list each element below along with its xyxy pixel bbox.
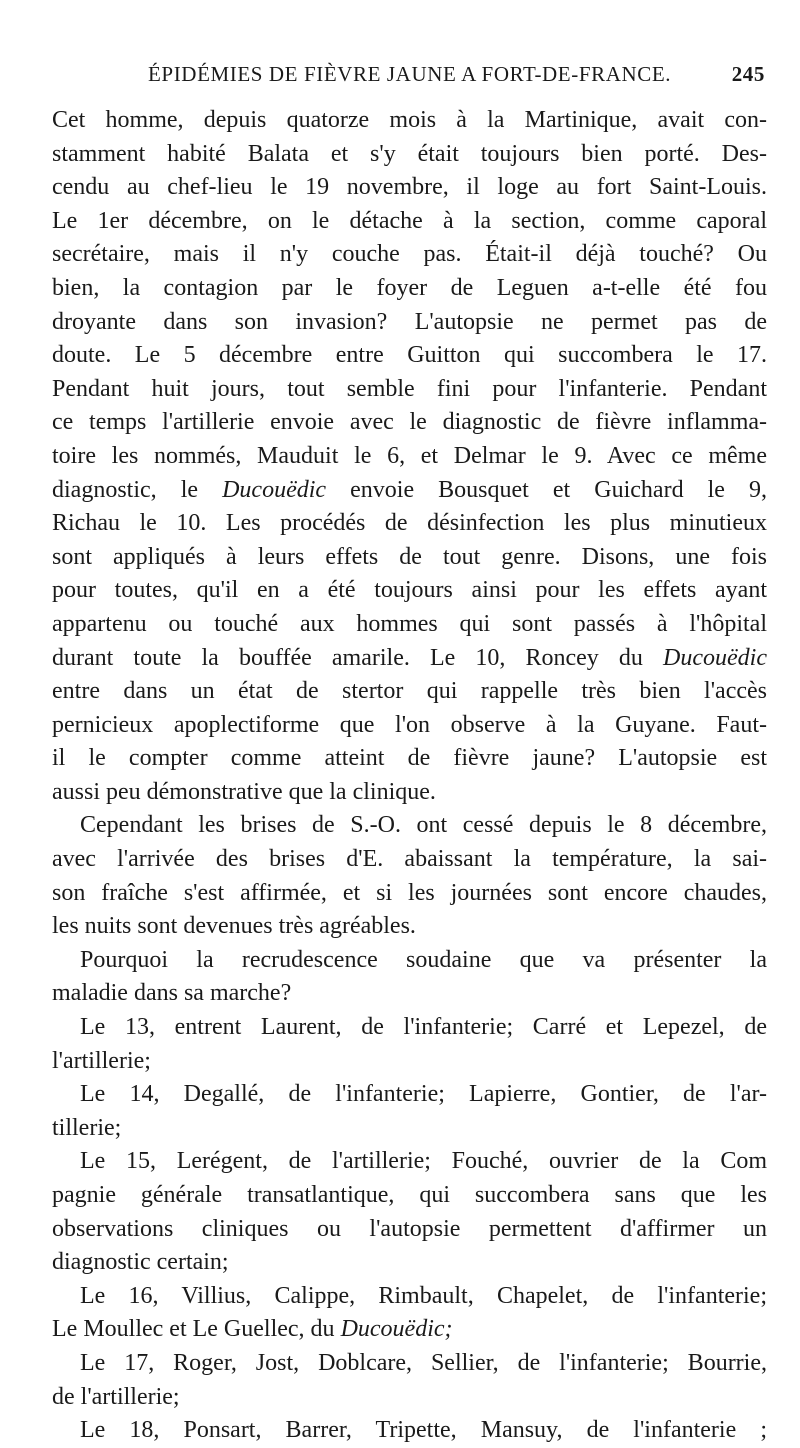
text-line: [52, 440, 767, 474]
line-text: aussi peu démonstrative que la clinique.: [52, 778, 436, 805]
text-line: [52, 205, 767, 239]
line-text: Cet homme, depuis quatorze mois à la Martinique, avait con-: [52, 107, 767, 133]
text-line: [52, 1246, 767, 1280]
text-line: [52, 104, 767, 138]
line-text: sont appliqués à leurs effets de tout genre. Disons, une fois: [52, 543, 767, 570]
text-line: [52, 877, 767, 911]
text-line: [52, 474, 767, 508]
page-number: 245: [731, 62, 765, 86]
line-text: droyante dans son invasion? L'autopsie ne permet pas de: [52, 308, 767, 335]
running-title: ÉPIDÉMIES DE FIÈVRE JAUNE A FORT-DE-FRANCE.: [148, 62, 672, 86]
line-text: Richau le 10. Les procédés de désinfection les plus minutieux: [52, 510, 767, 537]
ship-name-italic: Ducouëdic: [663, 644, 767, 671]
line-text: observations cliniques ou l'autopsie permettent d'affirmer un: [52, 1215, 767, 1242]
line-text: Le 16, Villius, Calippe, Rimbault, Chapelet, de l'infanterie;: [80, 1282, 767, 1309]
text-line: [52, 1280, 767, 1314]
ship-name-italic: Ducouëdic: [222, 476, 327, 503]
line-text: Pourquoi la recrudescence soudaine que va présenter la: [80, 946, 767, 973]
line-text: son fraîche s'est affirmée, et si les journées sont encore chaudes,: [52, 879, 767, 906]
line-text: pagnie générale transatlantique, qui succombera sans que les: [52, 1182, 767, 1208]
text-line: [52, 977, 767, 1011]
line-text: Le 14, Degallé, de l'infanterie; Lapierre, Gontier, de l'ar-: [80, 1081, 767, 1108]
line-text: entre dans un état de stertor qui rappelle très bien l'accès: [52, 678, 767, 705]
text-line: [52, 675, 767, 709]
text-line: [52, 1145, 767, 1179]
line-text: doute. Le 5 décembre entre Guitton qui succombera le 17.: [52, 342, 767, 369]
line-text: Le 15, Lerégent, de l'artillerie; Fouché, ouvrier de la Com: [80, 1148, 767, 1175]
text-line: [52, 1011, 767, 1045]
text-line: [52, 574, 767, 608]
line-text: maladie dans sa marche?: [52, 980, 292, 1007]
text-line: [52, 843, 767, 877]
line-text: pernicieux apoplectiforme que l'on observe à la Guyane. Faut-: [52, 711, 767, 738]
text-line: [52, 642, 767, 676]
line-text: Pendant huit jours, tout semble fini pour l'infanterie. Pendant: [52, 375, 767, 402]
text-line: [52, 1213, 767, 1247]
line-text-before: diagnostic, le: [52, 476, 223, 503]
text-line: [52, 541, 767, 575]
line-text: les nuits sont devenues très agréables.: [52, 913, 416, 940]
line-text: avec l'arrivée des brises d'E. abaissant la température, la sai-: [52, 846, 767, 873]
line-text: de l'artillerie;: [52, 1383, 180, 1410]
text-line: [52, 507, 767, 541]
text-line: [52, 1313, 767, 1347]
text-line: [52, 171, 767, 205]
text-line: [52, 742, 767, 776]
text-line: [52, 776, 767, 810]
line-text: secrétaire, mais il n'y couche pas. Était-il déjà touché? Ou: [52, 241, 767, 268]
line-text: Le 1er décembre, on le détache à la section, comme caporal: [52, 207, 767, 234]
text-line: [52, 944, 767, 978]
text-line: [52, 1045, 767, 1079]
text-line: [52, 1414, 767, 1448]
text-line: [52, 809, 767, 843]
line-text-before: Le Moullec et Le Guellec, du: [52, 1316, 341, 1343]
line-text: tillerie;: [52, 1114, 122, 1141]
line-text: il le compter comme atteint de fièvre jaune? L'autopsie est: [52, 745, 767, 772]
line-text-before: durant toute la bouffée amarile. Le 10, Roncey du: [52, 644, 664, 671]
text-line: [52, 138, 767, 172]
line-text: Le 17, Roger, Jost, Doblcare, Sellier, de l'infanterie; Bourrie,: [80, 1349, 767, 1376]
line-text: toire les nommés, Mauduit le 6, et Delmar le 9. Avec ce même: [52, 442, 767, 469]
text-line: [52, 1112, 767, 1146]
line-text: l'artillerie;: [52, 1047, 151, 1074]
line-text: cendu au chef-lieu le 19 novembre, il loge au fort Saint-Louis.: [52, 174, 767, 201]
text-line: [52, 1179, 767, 1213]
text-line: [52, 1347, 767, 1381]
text-line: [52, 910, 767, 944]
text-line: [52, 238, 767, 272]
text-line: [52, 272, 767, 306]
line-text: Le 13, entrent Laurent, de l'infanterie; Carré et Lepezel, de: [80, 1014, 767, 1041]
line-text: pour toutes, qu'il en a été toujours ainsi pour les effets ayant: [52, 577, 767, 604]
line-text: appartenu ou touché aux hommes qui sont passés à l'hôpital: [52, 610, 767, 637]
body-text: [52, 104, 767, 1448]
text-line: [52, 306, 767, 340]
text-line: [52, 1381, 767, 1415]
line-text: bien, la contagion par le foyer de Leguen a-t-elle été fou: [52, 274, 767, 301]
text-line: [52, 608, 767, 642]
line-text-after: envoie Bousquet et Guichard le 9,: [326, 476, 768, 503]
line-text: ce temps l'artillerie envoie avec le diagnostic de fièvre inflamma-: [52, 409, 767, 436]
text-line: [52, 406, 767, 440]
line-text: Cependant les brises de S.-O. ont cessé depuis le 8 décembre,: [80, 812, 767, 839]
ship-name-italic: Ducouëdic;: [340, 1316, 453, 1343]
text-line: [52, 709, 767, 743]
text-line: [52, 1078, 767, 1112]
line-text: stamment habité Balata et s'y était toujours bien porté. Des-: [52, 140, 767, 167]
text-line: [52, 339, 767, 373]
text-line: [52, 373, 767, 407]
line-text: Le 18, Ponsart, Barrer, Tripette, Mansuy, de l'infanterie ;: [80, 1417, 767, 1444]
line-text: diagnostic certain;: [52, 1249, 229, 1276]
